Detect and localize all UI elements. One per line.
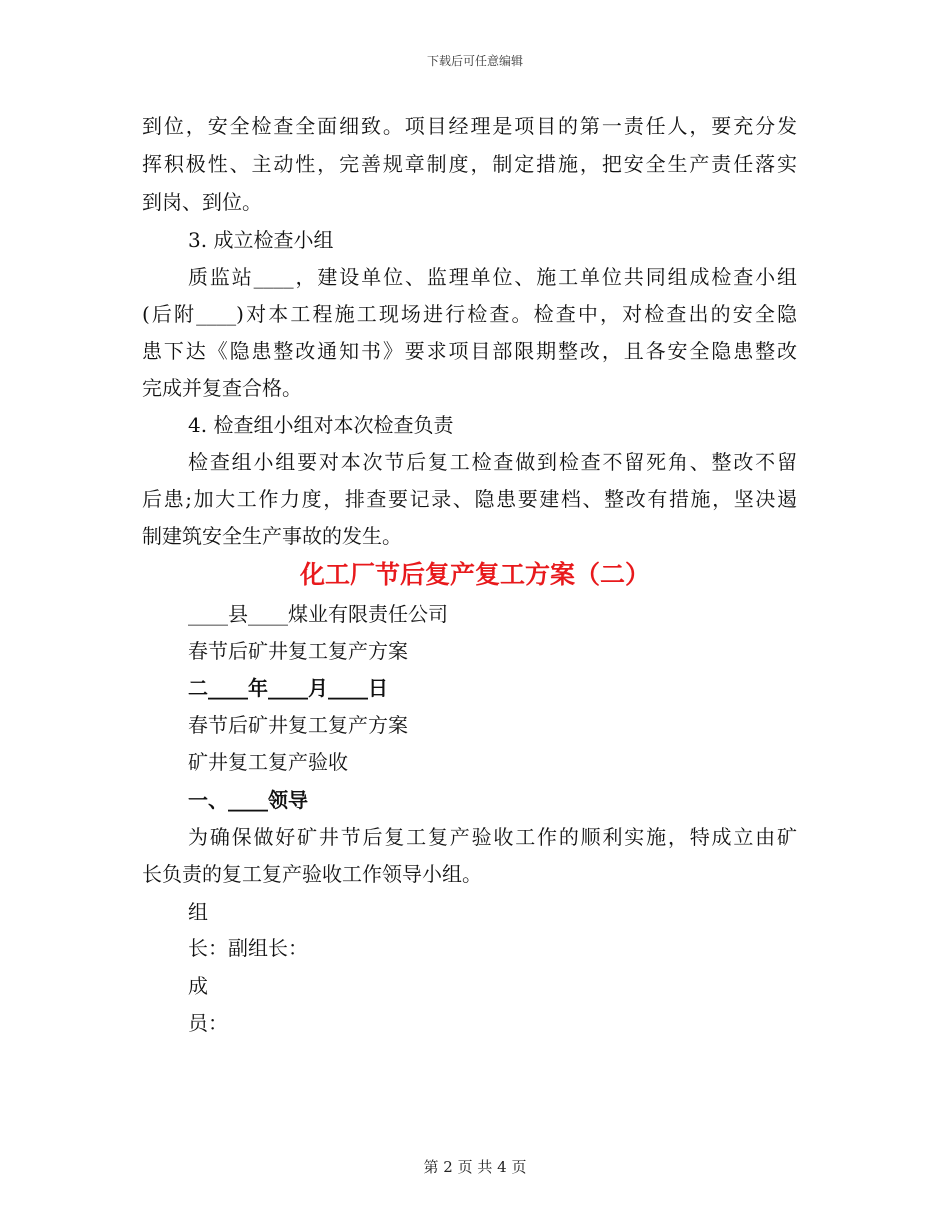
section-heading-1: 一、____领导 [188,788,308,812]
paragraph-line: 为确保做好矿井节后复工复产验收工作的顺利实施，特成立由矿 [188,825,797,849]
page-header-note: 下载后可任意编辑 [426,54,523,68]
paragraph-line: 制建筑安全生产事故的发生。 [142,524,402,548]
date-line: 二____年____月____日 [188,676,388,700]
paragraph-line: 到岗、到位。 [142,190,262,214]
plan-name-line: 春节后矿井复工复产方案 [188,713,408,737]
member-label: 成 [188,974,208,998]
paragraph-line: 长负责的复工复产验收工作领导小组。 [142,862,482,886]
section-heading-4: 4. 检查组小组对本次检查负责 [188,413,454,437]
paragraph-line: 到位，安全检查全面细致。项目经理是项目的第一责任人，要充分发 [142,114,797,138]
paragraph-line: 质监站____，建设单位、监理单位、施工单位共同组成检查小组 [188,265,797,289]
paragraph-line: 完成并复查合格。 [142,376,302,400]
paragraph-line: 患下达《隐患整改通知书》要求项目部限期整改，且各安全隐患整改 [142,339,797,363]
group-leader-label: 组 [188,900,208,924]
plan-name-line: 春节后矿井复工复产方案 [188,639,408,663]
paragraph-line: 后患;加大工作力度，排查要记录、隐患要建档、整改有措施，坚决遏 [142,487,797,511]
deputy-leader-label: 长：副组长： [188,936,308,960]
paragraph-line: 挥积极性、主动性，完善规章制度，制定措施，把安全生产责任落实 [142,152,797,176]
acceptance-line: 矿井复工复产验收 [188,750,348,774]
section-heading-3: 3. 成立检查小组 [188,228,334,252]
paragraph-line: (后附____)对本工程施工现场进行检查。检查中，对检查出的安全隐 [142,302,797,326]
company-line: ____县____煤业有限责任公司 [188,602,448,626]
member-label: 员： [188,1011,228,1035]
document-title: 化工厂节后复产复工方案（二） [299,560,650,589]
page-number: 第 2 页 共 4 页 [423,1158,527,1176]
paragraph-line: 检查组小组要对本次节后复工检查做到检查不留死角、整改不留 [188,450,797,474]
